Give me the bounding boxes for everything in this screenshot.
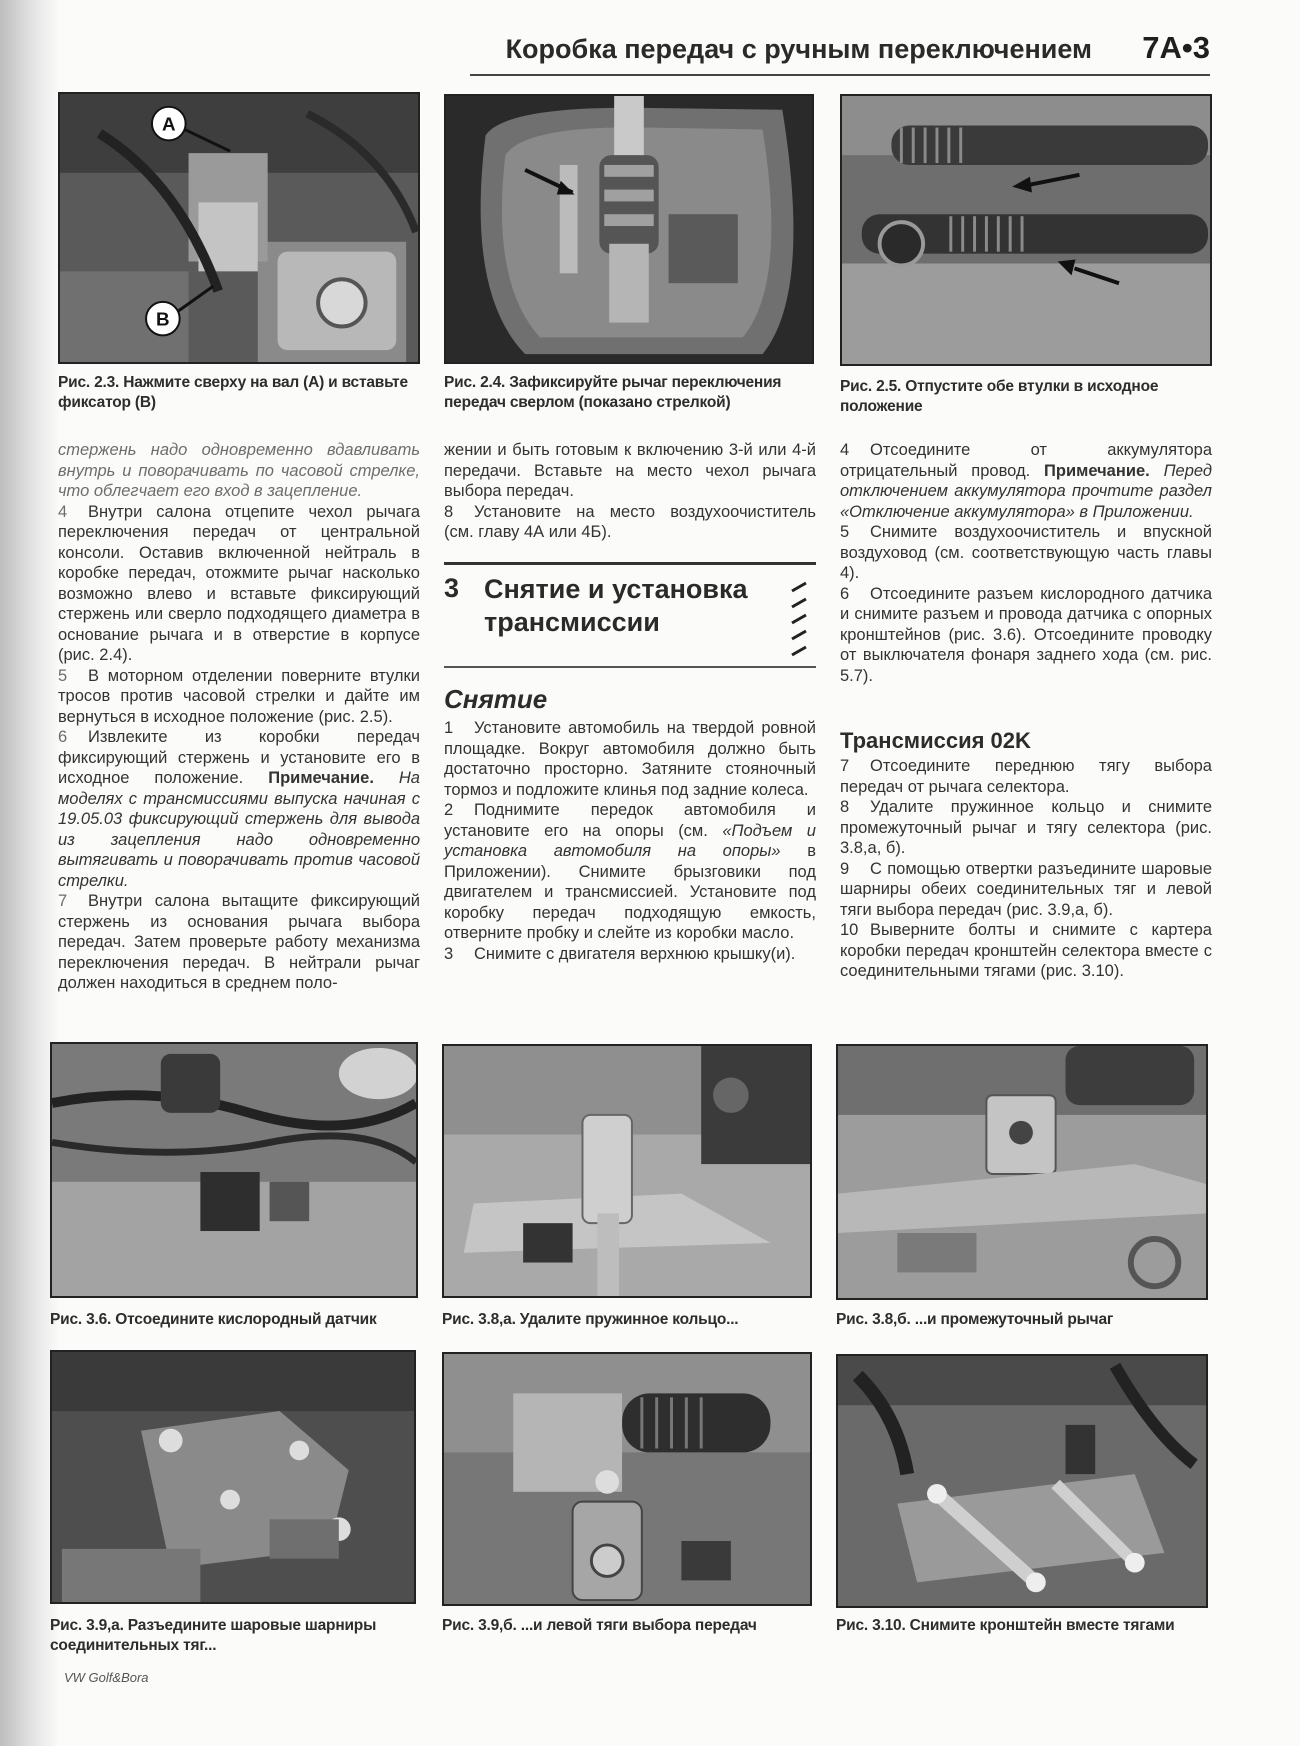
paragraph: 6 Извлеките из коробки передач фиксирующий стержень и установите его в исходное положение. Примечание. На моделях с трансмиссиями выпуска начиная с 19.05.03 фиксирующий стержень для вывода из зацепления надо одновременно вытягивать и поворачивать против часовой стрелки.	[58, 728, 420, 890]
caption-fig-3-6: Рис. 3.6. Отсоедините кислородный датчик	[50, 1311, 377, 1328]
label-a: A	[161, 113, 176, 135]
footer-book-title: VW Golf&Bora	[64, 1670, 149, 1685]
caption-fig-2-3: Рис. 2.3. Нажмите сверху на вал (A) и вставьте фиксатор (B)	[58, 374, 408, 411]
caption-fig-3-8b: Рис. 3.8,б. ...и промежуточный рычаг	[836, 1311, 1114, 1328]
page-number: 7A•3	[1142, 30, 1210, 65]
text-column-2	[444, 440, 816, 543]
text-column-1	[58, 440, 420, 994]
caption-fig-3-9b: Рис. 3.9,б. ...и левой тяги выбора передач	[442, 1617, 757, 1634]
difficulty-wrench-icon	[788, 579, 810, 659]
photo-fig-3-10	[836, 1354, 1208, 1608]
photo-fig-3-8b	[836, 1044, 1208, 1300]
paragraph: 4 Внутри салона отцепите чехол рычага переключения передач от центральной консоли. Оставив включенной нейтраль в коробке передач, отожмите рычаг насколько возможно влево и вставьте фиксирующий стержень или сверло подходящего диаметра в основание рычага и в отверстие в корпусе (рис. 2.4).	[58, 502, 420, 664]
section-heading-3	[444, 562, 816, 668]
paragraph: 5 В моторном отделении поверните втулки тросов против часовой стрелки и дайте им вернуться в исходное положение (рис. 2.5).	[58, 666, 420, 726]
paragraph: 3 Снимите с двигателя верхнюю крышку(и).	[444, 944, 796, 963]
photo-fig-2-3	[58, 92, 420, 364]
subheading-02k: Трансмиссия 02K	[840, 728, 1031, 753]
paragraph: стержень надо одновременно вдавливать внутрь и поворачивать по часовой стрелке, что облегчает его вход в зацепление.	[58, 441, 420, 500]
paragraph: 5 Снимите воздухоочиститель и впускной воздуховод (см. соответствующую часть главы 4).	[840, 523, 1212, 582]
paragraph: 9 С помощью отвертки разъедините шаровые шарниры обеих соединительных тяг и левой тяги выбора передач (рис. 3.9,а, б).	[840, 859, 1212, 919]
text-column-3-steps	[840, 756, 1212, 982]
caption-fig-2-5: Рис. 2.5. Отпустите обе втулки в исходное положение	[840, 378, 1159, 415]
photo-fig-2-4	[444, 94, 814, 364]
photo-fig-2-5	[840, 94, 1212, 366]
paragraph: 2 Поднимите передок автомобиля и установите его на опоры (см. «Подъем и установка автомобиля на опоры» в Приложении). Снимите брызговики под двигателем и трансмиссией. Установите под коробку передач подходящую емкость, отверните пробку и слейте из коробки масло.	[444, 801, 816, 942]
caption-fig-3-9a: Рис. 3.9,а. Разъедините шаровые шарниры соединительных тяг...	[50, 1617, 377, 1654]
caption-fig-3-8a: Рис. 3.8,а. Удалите пружинное кольцо...	[442, 1311, 739, 1328]
paragraph: 1 Установите автомобиль на твердой ровной площадке. Вокруг автомобиля должно быть достаточно просторно. Затяните стояночный тормоз и подложите клинья под задние колеса.	[444, 719, 816, 799]
photo-fig-3-8a	[442, 1044, 812, 1298]
caption-fig-3-10: Рис. 3.10. Снимите кронштейн вместе тягами	[836, 1617, 1175, 1634]
label-b: B	[156, 308, 170, 330]
paragraph: 7 Отсоедините переднюю тягу выбора передач от рычага селектора.	[840, 757, 1212, 796]
paragraph: 8 Удалите пружинное кольцо и снимите промежуточный рычаг и тягу селектора (рис. 3.8,а, б).	[840, 798, 1212, 857]
text-column-3	[840, 440, 1212, 686]
paragraph: 10 Выверните болты и снимите с картера коробки передач кронштейн селектора вместе с соединительными тягами (рис. 3.10).	[840, 921, 1212, 980]
page-header	[480, 30, 1210, 74]
caption-fig-2-4: Рис. 2.4. Зафиксируйте рычаг переключения передач сверлом (показано стрелкой)	[444, 374, 782, 411]
text-column-2-steps	[444, 718, 816, 964]
header-rule	[470, 74, 1210, 76]
photo-fig-3-9b	[442, 1352, 812, 1606]
paragraph: 4 Отсоедините от аккумулятора отрицательный провод. Примечание. Перед отключением аккумулятора прочтите раздел «Отключение аккумулятора» в Приложении.	[840, 441, 1213, 521]
photo-fig-3-6	[50, 1042, 418, 1298]
paragraph: 6 Отсоедините разъем кислородного датчика и снимите разъем и провода датчика с опорных кронштейнов (рис. 3.6). Отсоедините проводку от выключателя фонаря заднего хода (см. рис. 5.7).	[840, 584, 1212, 685]
section-title: Снятие и установка трансмиссии	[484, 574, 748, 637]
paragraph: 7 Внутри салона вытащите фиксирующий стержень из основания рычага выбора передач. Затем проверьте работу механизма переключения передач. В нейтрали рычаг должен находиться в среднем поло-	[58, 892, 420, 992]
subheading-removal: Снятие	[444, 684, 548, 714]
paragraph: 8 Установите на место воздухоочиститель (см. главу 4А или 4Б).	[444, 502, 816, 541]
chapter-title: Коробка передач с ручным переключением	[505, 34, 1092, 64]
photo-fig-3-9a	[50, 1350, 416, 1604]
paragraph: жении и быть готовым к включению 3-й или 4-й передачи. Вставьте на место чехол рычага выбора передач.	[444, 441, 816, 500]
section-number: 3	[444, 573, 460, 603]
